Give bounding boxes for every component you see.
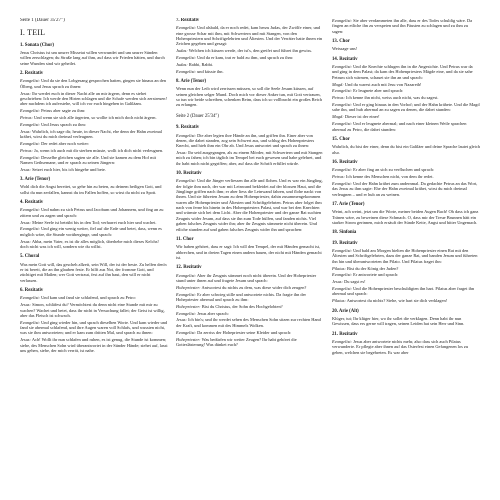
paragraph	[20, 295, 168, 300]
speaker-label: Evangelist:	[176, 25, 196, 31]
paragraph	[176, 86, 324, 107]
paragraph	[176, 178, 324, 231]
paragraph	[332, 114, 480, 119]
paragraph-text: Abba, mein Vater, es ist dir alles möglich, überhebe mich dieses Kelchs! doch nicht was ich will, sondern wie du willst.	[20, 238, 159, 249]
paragraph-text: Ich bin's; und ihr werdet sehen des Menschen Sohn sitzen zur rechten Hand der Kraft, und kommen mit des Himmels Wolken.	[176, 317, 321, 328]
section	[332, 241, 480, 304]
paragraph-text: Und die Jünger verliessen ihn alle und flohen. Und es war ein Jüngling, der folgte ihm nach, der war mit Leinwand bekleidet auf der blossen Haut, und die Jünglinge griffen nach ihm; er aber liess die Leinwand fahren, und flohe nackt von ihnen. Und sie führeten Jesum zu dem Hohenpriester, dahin zusammengekommen waren alle Hohenpriester und Ältesten und Schriftgelehrten. Petrus aber folget ihm nach von ferne bis hinein in des Hohenpriesters Palast, und war bei den Knechten und wärmte sich bei dem Licht. Aber die Hohenpriester und der ganze Rat suchten Zeugnis wider Jesum, auf dass sie ihn zum Tode hülfen, und fanden nichts. Viel gaben falsches Zeugnis wider ihn; aber ihr Zeugnis stimmete nicht überein. Und etliche stunden auf und gaben falsches Zeugnis wider ihn und sprachen:	[176, 178, 323, 232]
speaker-label: Evangelist:	[20, 154, 40, 160]
paragraph	[332, 144, 480, 155]
paragraph	[20, 141, 168, 146]
speaker-label: Evangelist:	[332, 18, 352, 23]
speaker-label: Petrus:	[20, 147, 33, 153]
section-title: 5. Choral	[20, 254, 40, 260]
speaker-label: Jesus:	[20, 337, 31, 343]
paragraph	[176, 285, 324, 290]
paragraph	[20, 122, 168, 127]
paragraph	[176, 311, 324, 316]
paragraph	[20, 220, 168, 225]
paragraph-text: Und der Hahn krähet zum andernmal. Da gedachte Petrus an das Wort, das Jesus zu ihm sagte: Ehe der Hahn zweimal krähet, wirst du mich dreimal verleugnen – und er hub an zu weinen.	[332, 180, 478, 197]
section	[176, 79, 324, 108]
paragraph	[20, 155, 168, 166]
speaker-label: Evangelist:	[176, 310, 196, 316]
speaker-label: Magd:	[332, 81, 344, 87]
speaker-label: Evangelist:	[20, 319, 40, 325]
paragraph	[20, 302, 168, 318]
paragraph	[332, 167, 480, 172]
section-title: 17. Arie (Tenor)	[332, 201, 365, 207]
paragraph-text: Jesus aber sprach:	[197, 310, 229, 316]
paragraph-text: Ach! Wollt ihr nun schlafen und ruhen, es ist genug, die Stunde ist kommen; siehe, des Menschen Sohn wird überantwortet in der Sünder Hände; stehet auf, lasst uns gehen, siehe, der mich verrät, ist nahe.	[20, 337, 168, 353]
paragraph	[176, 304, 324, 309]
paragraph	[332, 18, 480, 34]
paragraph	[176, 48, 324, 53]
paragraph	[332, 174, 480, 179]
speaker-label: Petrus:	[332, 174, 345, 180]
paragraph	[20, 184, 168, 195]
part-title: I. TEIL	[20, 28, 46, 38]
paragraph	[332, 316, 480, 327]
section	[332, 39, 480, 52]
paragraph	[332, 339, 480, 355]
paragraph	[176, 244, 324, 260]
speaker-label: Evangelist:	[20, 140, 40, 146]
section	[20, 71, 168, 172]
paragraph-text: Ich kenne des Menschen nicht, von dem ihr redet.	[346, 174, 434, 180]
paragraph-text: Der redet aber noch weiter:	[41, 140, 90, 146]
column-left-sections	[20, 43, 168, 354]
paragraph	[20, 91, 168, 107]
paragraph	[332, 272, 480, 277]
speaker-label: Evangelist:	[176, 68, 196, 74]
section	[332, 160, 480, 197]
paragraph	[20, 108, 168, 113]
speaker-label: Evangelist:	[332, 64, 352, 70]
paragraph-text: Und wenn sie sich alle ärgerten, so wollte ich mich doch nicht ärgern.	[34, 114, 157, 120]
paragraph-text: Ihr seid ausgegangen, als zu einem Mörder, mit Schwertern und mit Stangen mich zu fahen; ich bin täglich im Tempel bei euch gewesen und habe gelehret, und ihr habt mich nicht gegriffen; aber, auf dass die Schrift erfüllet würde.	[176, 150, 323, 166]
paragraph	[20, 207, 168, 218]
speaker-label: Petrus:	[332, 95, 345, 101]
section-title: 10. Rezitativ	[176, 171, 202, 177]
section	[176, 171, 324, 232]
speaker-label: Jesus:	[20, 302, 31, 308]
speaker-label: Evangelist:	[176, 272, 196, 278]
paragraph-text: Antwortest du nichts zu dem, was diese wider dich zeugen?	[201, 284, 307, 290]
paragraph-text: Meine Seele ist betrübt bis in den Tod; verharret euch hier und wachet.	[32, 219, 157, 225]
paragraph	[20, 262, 168, 283]
section	[20, 43, 168, 66]
speaker-label: Jesus:	[332, 279, 343, 285]
section	[176, 265, 324, 347]
paragraph	[332, 279, 480, 284]
speaker-label: Jesus:	[176, 150, 187, 156]
section	[332, 57, 480, 132]
paragraph-text: Und er ging hinaus in den Vorhof; und der Hahn krähete. Und die Magd sahe ihn, und hub abermal an zu sagen zu denen, die dabei stunden:	[332, 102, 480, 113]
paragraph-text: Und er leugnete abermal; und nach einer kleinen Weile sprachen abermal zu Petro, die dabei stunden:	[332, 121, 467, 132]
section-title: 3. Arie (Tenor)	[20, 177, 51, 183]
paragraph	[332, 46, 480, 51]
column-right-sections	[332, 18, 480, 355]
paragraph	[332, 102, 480, 113]
column-middle-sections	[176, 18, 324, 108]
speaker-label: Pilatus:	[332, 265, 346, 271]
paragraph-text: Und du warest auch mit Jesu von Nazareth!	[344, 81, 422, 87]
paragraph	[332, 266, 480, 271]
speaker-label: Petrus:	[20, 114, 33, 120]
paragraph-text: Sie aber verdammeten ihn alle, dass er des Todes schuldig wäre. Da fingen an etliche ihn zu verspeien und ihn Fäusten zu schlagen und zu ihm zu sagen:	[332, 18, 473, 34]
speaker-label: Evangelist:	[332, 102, 352, 108]
paragraph-text: Ja, wenn ich auch mit dir sterben müsste, wollt ich dich nicht verleugnen.	[34, 147, 164, 153]
paragraph-text: Wahrlich, du bist der einer, denn du bist ein Galiläer und deine Sprache lautet gleich also.	[332, 144, 480, 155]
speaker-label: Jesus:	[20, 219, 31, 225]
paragraph	[332, 95, 480, 100]
paragraph	[20, 129, 168, 140]
paragraph-text: Aber ihr Zeugnis stimmet noch nicht überein. Und der Hohepriester stund unter ihnen auf und fragete Jesum und sprach:	[176, 272, 317, 283]
section-title: 12. Rezitativ	[176, 265, 202, 271]
section-title: 8. Arie (Tenor)	[176, 79, 207, 85]
paragraph-text: Er leugnete aber und sprach:	[353, 88, 404, 94]
paragraph	[176, 55, 324, 60]
speaker-label: Pilatus:	[332, 298, 346, 304]
paragraph-text: Simon, schläfest du? Vermöchtest du denn nicht eine Stunde mit mir zu wachen? Wachet und betet, dass ihr nicht in Versuchung fallet; der Geist ist willig, aber das Fleisch ist schwach.	[20, 302, 165, 318]
speaker-label: Evangelist:	[332, 286, 352, 292]
paragraph-text: Weint, ach weint, jetzt um die Worte, meiner beiden Augen Bach! Oh dass ich ganz Tränen wäre, zu beweinen diese Schmach. O, dass mir der Treue Brunnen hätt ein starker Strom gerinnen, mich ersäuft der Sünde Kette, Angst und bitter Ungemach.	[332, 209, 479, 225]
section	[176, 125, 324, 166]
speaker-label: Evangelist:	[20, 226, 40, 232]
paragraph-text: Wohl dich die Angst bereitet, so gehe hin zu beten, zu deinem heiligen Gott, und sollst du nun zerfallen, kannst du im Fallen hoffen, so wirst du nicht zu Spott.	[20, 184, 162, 195]
paragraph-text: Und kam und fand sie schlafend, und sprach zu Petro:	[41, 295, 136, 301]
speaker-label: Hohepriester:	[176, 303, 201, 309]
speaker-label: Magd:	[332, 114, 344, 120]
paragraph-text: Die aber legten ihre Hände an ihn, und griffen ihn. Einer aber von denen, die dabei standen, zog sein Schwert aus, und schlug des Hohenpriesters Knecht, und hieb ihm ein Ohr ab. Und Jesus antwortet und sprach zu ihnen:	[176, 132, 315, 149]
speaker-label: Hohepriester:	[176, 336, 201, 342]
paragraph-text: Rabbi, Rabbi.	[188, 61, 214, 67]
paragraph-text: Was bedürfen wir weiter Zeugen? Ihr habt gehöret die Gotteslästerung! Was dünket euch?	[176, 336, 297, 347]
section-title: 13. Chor	[332, 39, 350, 45]
section	[332, 230, 480, 235]
section-title: 15. Chor	[332, 136, 350, 142]
section-title: 18. Sinfonia	[332, 230, 357, 236]
paragraph	[332, 248, 480, 264]
speaker-label: Evangelist:	[20, 207, 40, 213]
speaker-label: Evangelist:	[332, 180, 352, 186]
section	[176, 18, 324, 74]
paragraph-text: Ich kenne ihn nicht, weiss auch nicht, was du sagest.	[346, 95, 439, 101]
section-title: 7. Rezitativ	[176, 18, 200, 23]
paragraph-text: Und bald am Morgen hielten die Hohenpriester einen Rat mit den Ältesten und Schriftgelehrten, dazu der ganze Rat, und banden Jesum und führeten ihn hin und überantworteten ihn Pilato. Und Pilatus fraget ihn:	[332, 248, 478, 264]
paragraph	[332, 181, 480, 197]
speaker-label: Evangelist:	[332, 167, 352, 173]
paragraph-text: Was mein Gott will, das gescheh allzeit, sein Will, der ist der beste. Zu helfen den'n er ist bereit, die an ihn glauben feste. Er hilft aus Not, der fromme Gott, und züchtiget mit Maßen; wer Gott vertraut, fest auf ihn baut, den will er nicht verlassen.	[20, 261, 167, 283]
paragraph	[20, 320, 168, 336]
speaker-label: Evangelist:	[20, 78, 40, 84]
section-title: 16. Rezitativ	[332, 159, 358, 165]
paragraph	[176, 317, 324, 328]
paragraph-text: Und ging wieder hin, und sprach dieselben Worte. Und kam wieder und fand sie abermal schlafend, und ihre Augen waren voll Schlafs, und wussten nicht, was sie ihm antworteten; und er kam zum dritten Mal, und sprach zu ihnen:	[20, 319, 168, 336]
section-title: 6. Rezitativ	[20, 288, 44, 294]
paragraph-text: Wir haben gehöret, dass er sagt: Ich will den Tempel, der mit Händen gemacht ist, abbrechen, und in dreien Tagen einen andern bauen, der nicht mit Händen gemacht ist.	[176, 244, 322, 260]
speaker-label: Evangelist:	[176, 132, 196, 138]
paragraph-text: Setzet euch hier, bis ich hingehe und bete.	[32, 166, 106, 172]
paragraph	[176, 133, 324, 149]
paragraph	[176, 25, 324, 46]
page-header: Seite 1 (Dauer 35'27")	[20, 18, 65, 23]
section-title: 20. Arie (Alt)	[332, 308, 359, 314]
paragraph-text: Wahrlich, ich sage dir, heute, in dieser Nacht, ehe denn der Hahn zweimal krähet, wirst du mich dreimal verleugnen.	[20, 128, 162, 139]
speaker-label: Evangelist:	[176, 329, 196, 335]
paragraph-text: Und nahm zu sich Petrus und Jacobum und Johannem, und fing an zu zittern und zu zagen und sprach:	[20, 207, 164, 218]
section	[176, 237, 324, 260]
section	[20, 254, 168, 283]
paragraph	[332, 64, 480, 80]
paragraph-text: Jesus aber antwortete nichts mehr, also dass sich auch Pilatus verwunderte. Er pflegte aber ihnen auf das Osterfest einen Gefangenen los zu geben, welchen sie begehreten. Es war aber	[332, 338, 469, 355]
paragraph-text: Er antwortete und sprach:	[353, 272, 399, 278]
speaker-label: Evangelist:	[332, 88, 352, 94]
paragraph-text: Und ging ein wenig weiter, fiel auf die Erde und betet, dass, wenn es möglich wäre, die Stunde vorüberginge, und sprach:	[20, 226, 162, 237]
paragraph	[20, 115, 168, 120]
section-title: 11. Chor	[176, 236, 194, 242]
paragraph	[332, 88, 480, 93]
paragraph	[20, 148, 168, 153]
speaker-label: Evangelist:	[176, 291, 196, 297]
paragraph-text: Und da sie den Lobgesang gesprochen hatten, gingen sie hinaus an den Ölberg, und Jesus sprach zu ihnen:	[20, 78, 166, 89]
speaker-label: Evangelist:	[332, 121, 352, 127]
paragraph-text: Bist du Christus, der Sohn des Hochgelobten?	[201, 303, 283, 309]
speaker-label: Jesus:	[20, 166, 31, 172]
column-left	[20, 18, 168, 496]
speaker-label: Evangelist:	[332, 272, 352, 278]
paragraph	[20, 337, 168, 353]
speaker-label: Judas:	[176, 48, 188, 54]
speaker-label: Judas:	[176, 61, 188, 67]
speaker-label: Evangelist:	[332, 248, 352, 253]
speaker-label: Evangelist:	[20, 121, 40, 127]
paragraph-text: Da zerriss der Hohepriester seine Kleider und sprach:	[197, 329, 292, 335]
speaker-label: Jesus:	[176, 317, 187, 323]
speaker-label: Jesus:	[20, 128, 31, 134]
paragraph-text: Desselbe gleichen sagten sie alle. Und sie kamen zu dem Hof mit Namen Gethsemane, und er sprach zu seinen Jüngern:	[20, 154, 156, 165]
paragraph-text: Und da er kam, trat er bald zu ihm, und sprach zu ihm:	[197, 55, 294, 61]
paragraph	[176, 337, 324, 348]
paragraph-text: und küsste ihn.	[197, 68, 224, 74]
paragraph-text: Jesus Christus ist um unsrer Missetat willen verwundet und um unsrer Sünden willen zerschlagen; du Straße lang auf ihm, auf dass wir Frieden hätten, und durch seine Wunden sind wir geheilet.	[20, 50, 165, 66]
section-title: 1. Sonata (Chor)	[20, 42, 54, 48]
side-two-header: Seite 2 (Dauer 25'34")	[176, 113, 219, 119]
paragraph	[176, 69, 324, 74]
speaker-label: Hohepriester:	[176, 284, 201, 290]
paragraph-text: Weissage uns!	[332, 46, 358, 52]
section	[332, 137, 480, 155]
paragraph-text: Und Jesus sprach zu ihm:	[41, 121, 86, 127]
paragraph	[176, 273, 324, 284]
paragraph-text: Bist du der König der Juden?	[347, 265, 399, 271]
paragraph-text: Und alsbald, da er noch redet, kam herzu Judas, der Zwölfe einer, und eine grosse Schar mit ihm, mit Schwertern und mit Stangen, von den Hohenpriestern und Schriftgelehrten und Ältesten. Und der Verräter hatte ihnen ein Zeichen gegeben und gesagt:	[176, 25, 323, 47]
speaker-label: Evangelist:	[176, 178, 196, 184]
section-title: 4. Rezitativ	[20, 200, 44, 206]
paragraph-text: Ihr werdet euch in dieser Nacht alle an mir ärgern, denn es stehet geschrieben: Ich werde den Hirten schlagen und die Schafe werden sich zerstreuen! aber nachdem ich auferstehe, will ich vor euch hingehen in Galiläam.	[20, 90, 167, 107]
paragraph-text: Welchen ich küssen werde, der ist's, den greifet und führet ihn gewiss.	[188, 48, 313, 54]
paragraph-text: Klüger, tut; Ihr klüger hier, wo ihr sollet die verklagen. Denn habt ihr nun Gewissen, dass ers gerne will tragen, seinen Leiden hat sein Herr und Sinn.	[332, 315, 465, 327]
section-title: 19. Rezitativ	[332, 240, 358, 246]
section	[20, 177, 168, 195]
speaker-label: Jesus:	[20, 238, 31, 244]
speaker-label: Jesus:	[20, 90, 31, 96]
paragraph	[332, 121, 480, 132]
column-middle-sections-b	[176, 125, 324, 347]
paragraph-text: Wenn nun der Leib wird zerrissen müssen, so soll die Seele Jesum küssen, auf seinen gleichen selger Mund. Doch mich vor dieser Anker tun, mit Gott vertrauen, so tun wir beide schreiben, schenken Reim, dass ich so vollbracht ein großes Reich zu erlangen.	[176, 86, 322, 108]
paragraph-text: Du sagst es!	[344, 279, 366, 285]
column-middle	[176, 18, 324, 496]
section	[20, 200, 168, 249]
speaker-label: Evangelist:	[20, 108, 40, 114]
paragraph	[176, 292, 324, 303]
section-title: 21. Rezitativ	[332, 331, 358, 337]
paragraph-text: Petrus aber sagte zu ihm:	[41, 108, 86, 114]
paragraph	[20, 167, 168, 172]
speaker-label: Evangelist:	[332, 338, 352, 344]
paragraph	[20, 78, 168, 89]
paragraph-text: Er aber fing an sich zu verfluchen und sprach:	[353, 167, 435, 173]
section-title: 9. Rezitativ	[176, 125, 200, 131]
speaker-label: Evangelist:	[20, 295, 40, 301]
paragraph	[332, 286, 480, 297]
paragraph	[20, 226, 168, 237]
paragraph-text: Dieser ist der einer!	[344, 114, 380, 120]
section	[332, 202, 480, 225]
section-title: 14. Rezitativ	[332, 56, 358, 62]
paragraph	[332, 298, 480, 303]
paragraph	[332, 209, 480, 225]
column-right	[332, 18, 480, 496]
section	[332, 18, 480, 34]
paragraph	[176, 150, 324, 166]
paragraph-text: Und die Hohenpriester beschuldigten ihn hart. Pilatus aber fraget ihn abermal und sprach:	[332, 286, 475, 297]
speaker-label: Evangelist:	[176, 55, 196, 61]
section	[332, 332, 480, 355]
paragraph	[332, 82, 480, 87]
paragraph-text: Und die Knechte schlugen ihn in die Angesichte. Und Petrus war da und ging in dem Palast; da kam des Hohenpriesters Mägde eine, und da sie sahe Petrum sich wärmen, schauet sie ihn an und sprach:	[332, 64, 473, 80]
section	[332, 309, 480, 327]
paragraph	[20, 239, 168, 250]
paragraph	[176, 62, 324, 67]
paragraph-text: Er aber schwieg stille und antwortete nichts. Da fragte ihn der Hohepriester abermal und sprach zu ihm:	[176, 291, 306, 302]
paragraph	[176, 330, 324, 335]
section-title: 2. Rezitativ	[20, 71, 44, 77]
section	[20, 288, 168, 353]
paragraph-text: Antwortest du nichts? Siehe, wie hart sie dich verklagen!	[346, 298, 448, 304]
paragraph	[20, 50, 168, 66]
